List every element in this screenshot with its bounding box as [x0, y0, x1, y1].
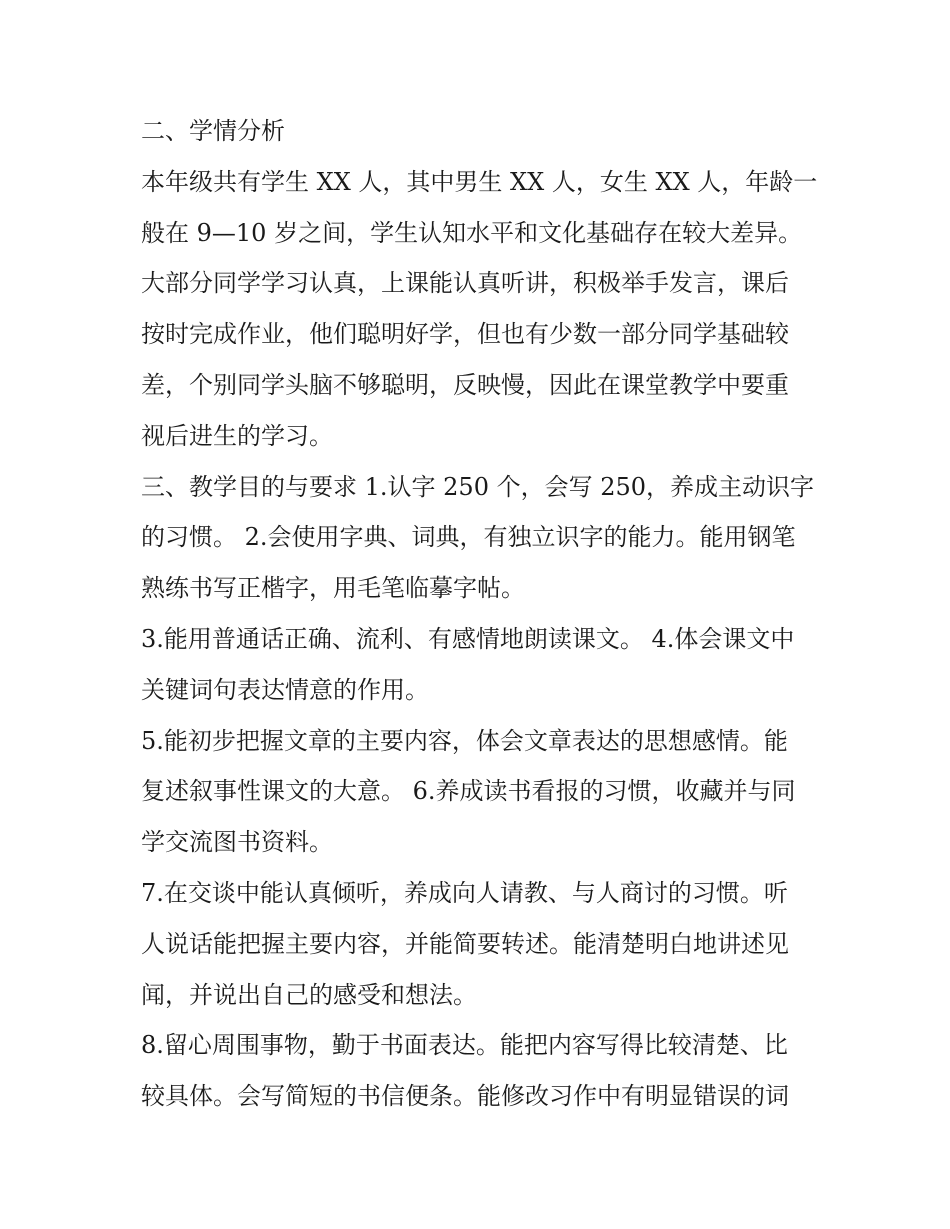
list-item-line: 5.能初步把握文章的主要内容，体会文章表达的思想感情。能 [141, 726, 788, 755]
paragraph-line: 大部分同学学习认真，上课能认真听讲，积极举手发言，课后 [141, 269, 789, 298]
paragraph-line: 学交流图书资料。 [141, 828, 333, 857]
paragraph-line: 差，个别同学头脑不够聪明，反映慢，因此在课堂教学中要重 [141, 370, 789, 399]
paragraph-line: 本年级共有学生 XX 人，其中男生 XX 人，女生 XX 人，年龄一 [141, 167, 818, 196]
paragraph-line: 人说话能把握主要内容，并能简要转述。能清楚明白地讲述见 [141, 929, 789, 958]
paragraph-line: 般在 9—10 岁之间，学生认知水平和文化基础存在较大差异。 [141, 218, 803, 247]
paragraph-line: 闻，并说出自己的感受和想法。 [141, 980, 477, 1009]
paragraph-line: 按时完成作业，他们聪明好学，但也有少数一部分同学基础较 [141, 320, 789, 349]
paragraph-line: 的习惯。 2.会使用字典、词典，有独立识字的能力。能用钢笔 [141, 523, 796, 552]
section-heading-teaching-goals: 三、教学目的与要求 1.认字 250 个，会写 250，养成主动识字 [141, 472, 815, 501]
paragraph-line: 熟练书写正楷字，用毛笔临摹字帖。 [141, 574, 525, 603]
section-heading-student-analysis: 二、学情分析 [141, 117, 285, 145]
paragraph-line: 复述叙事性课文的大意。 6.养成读书看报的习惯，收藏并与同 [141, 777, 796, 806]
list-item-line: 8.留心周围事物，勤于书面表达。能把内容写得比较清楚、比 [141, 1031, 788, 1060]
paragraph-line: 视后进生的学习。 [141, 421, 333, 450]
paragraph-line: 关键词句表达情意的作用。 [141, 675, 429, 704]
paragraph-line: 较具体。会写简短的书信便条。能修改习作中有明显错误的词 [141, 1082, 789, 1111]
document-body [141, 106, 821, 1122]
list-item-line: 7.在交谈中能认真倾听，养成向人请教、与人商讨的习惯。听 [141, 878, 788, 907]
list-item-line: 3.能用普通话正确、流利、有感情地朗读课文。 4.体会课文中 [141, 624, 795, 653]
